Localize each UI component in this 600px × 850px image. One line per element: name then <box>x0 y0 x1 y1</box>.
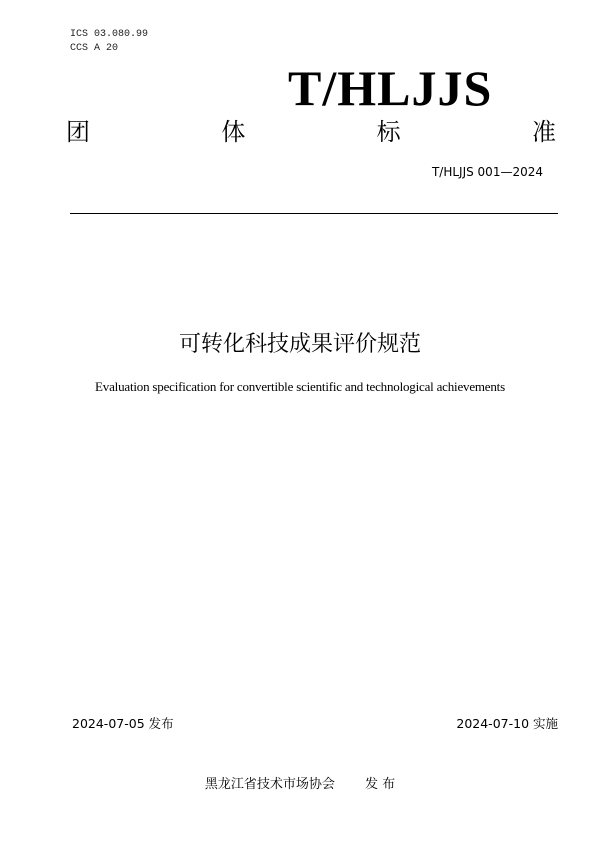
standard-type-heading <box>66 114 556 150</box>
ccs-code: CCS A 20 <box>70 43 119 54</box>
standard-type-char: 体 <box>221 118 246 146</box>
classification-codes <box>70 28 148 56</box>
standard-prefix: T/HLJJS <box>288 60 493 116</box>
issuer-line <box>0 776 600 794</box>
publish-date: 2024-07-05 发布 <box>72 716 174 731</box>
document-title-chinese: 可转化科技成果评价规范 <box>178 332 421 357</box>
standard-number: T/HLJJS 001—2024 <box>431 165 543 179</box>
issuer-name: 黑龙江省技术市场协会 <box>204 777 335 792</box>
implement-date: 2024-07-10 实施 <box>456 716 558 731</box>
ics-code: ICS 03.080.99 <box>70 29 149 40</box>
document-title-english: Evaluation specification for convertible scientific and technological achievements <box>95 379 505 394</box>
standard-type-char: 标 <box>376 118 401 146</box>
standard-type-char: 团 <box>66 118 90 146</box>
standard-type-char: 准 <box>531 118 556 146</box>
header-divider <box>70 213 558 214</box>
issue-label: 发 布 <box>364 777 396 792</box>
